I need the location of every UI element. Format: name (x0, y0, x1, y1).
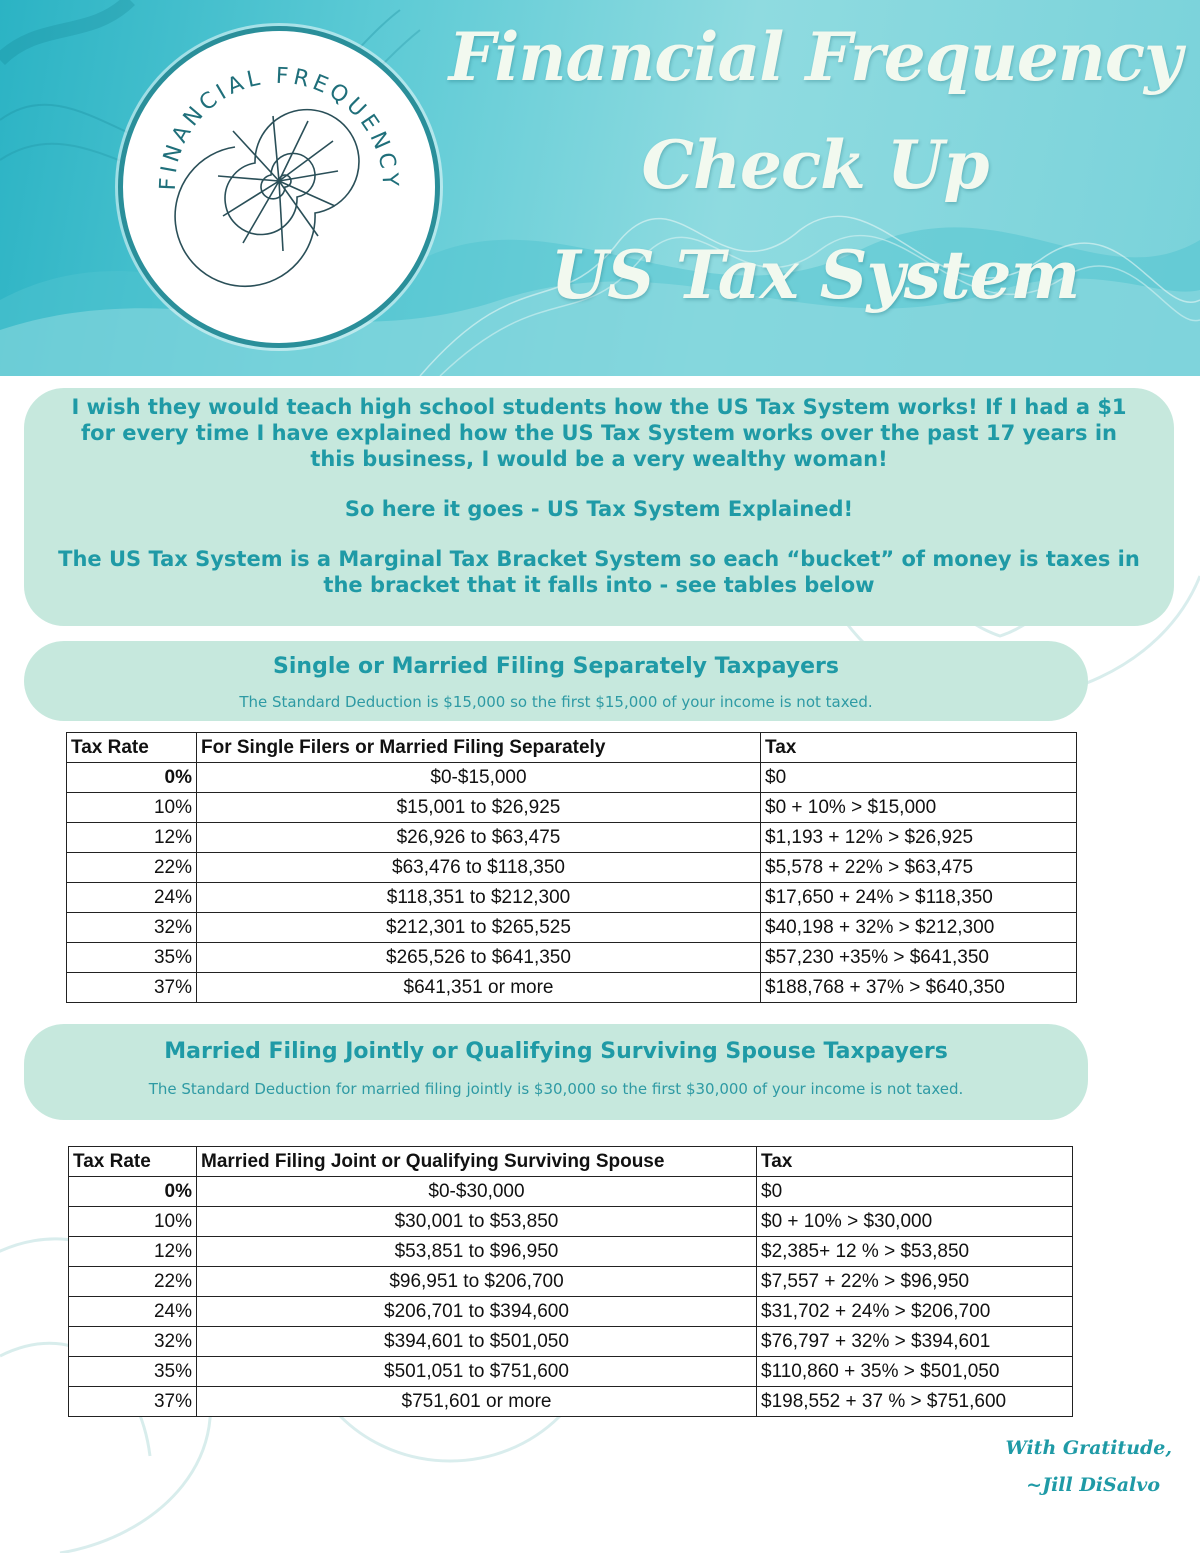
intro-paragraph-2: So here it goes - US Tax System Explained! (344, 497, 854, 521)
tax-rate-cell: 37% (69, 1387, 197, 1417)
tax-formula-cell: $0 (761, 763, 1077, 793)
tax-formula-cell: $76,797 + 32% > $394,601 (757, 1327, 1073, 1357)
column-header: For Single Filers or Married Filing Separately (197, 733, 761, 763)
table-row (67, 793, 1077, 823)
tax-rate-cell: 32% (67, 913, 197, 943)
income-range-cell: $26,926 to $63,475 (197, 823, 761, 853)
signoff-greeting: With Gratitude, (1005, 1437, 1172, 1459)
tax-formula-cell: $0 + 10% > $30,000 (757, 1207, 1073, 1237)
tax-formula-cell: $188,768 + 37% > $640,350 (761, 973, 1077, 1003)
title-line-1: Financial Frequency (448, 18, 1182, 96)
section1-heading (24, 641, 1088, 721)
column-header: Tax Rate (67, 733, 197, 763)
income-range-cell: $641,351 or more (197, 973, 761, 1003)
table-row (67, 883, 1077, 913)
column-header: Tax (761, 733, 1077, 763)
column-header: Tax (757, 1147, 1073, 1177)
tax-rate-cell: 0% (69, 1177, 197, 1207)
table-header-row (69, 1147, 1073, 1177)
income-range-cell: $30,001 to $53,850 (197, 1207, 757, 1237)
income-range-cell: $118,351 to $212,300 (197, 883, 761, 913)
table-row (69, 1237, 1073, 1267)
tax-formula-cell: $2,385+ 12 % > $53,850 (757, 1237, 1073, 1267)
section2-title: Married Filing Jointly or Qualifying Surviving Spouse Taxpayers (164, 1039, 948, 1064)
logo-text: FINANCIAL FREQUENCY (155, 63, 403, 191)
income-range-cell: $0-$15,000 (197, 763, 761, 793)
tax-rate-cell: 24% (67, 883, 197, 913)
income-range-cell: $265,526 to $641,350 (197, 943, 761, 973)
table-row (67, 823, 1077, 853)
title-line-2: Check Up (641, 126, 989, 204)
tax-rate-cell: 22% (67, 853, 197, 883)
table-row (69, 1387, 1073, 1417)
section1-title: Single or Married Filing Separately Taxpayers (273, 654, 839, 679)
tax-rate-cell: 24% (69, 1297, 197, 1327)
tax-formula-cell: $110,860 + 35% > $501,050 (757, 1357, 1073, 1387)
tax-formula-cell: $1,193 + 12% > $26,925 (761, 823, 1077, 853)
income-range-cell: $394,601 to $501,050 (197, 1327, 757, 1357)
table-row (67, 943, 1077, 973)
tax-rate-cell: 35% (69, 1357, 197, 1387)
tax-formula-cell: $57,230 +35% > $641,350 (761, 943, 1077, 973)
section1-subtitle: The Standard Deduction is $15,000 so the first $15,000 of your income is not taxed. (239, 693, 873, 711)
table-row (67, 913, 1077, 943)
tax-rate-cell: 32% (69, 1327, 197, 1357)
tax-rate-cell: 10% (69, 1207, 197, 1237)
signoff-name: ~Jill DiSalvo (1026, 1474, 1160, 1496)
table-row (67, 973, 1077, 1003)
tax-formula-cell: $198,552 + 37 % > $751,600 (757, 1387, 1073, 1417)
tax-formula-cell: $40,198 + 32% > $212,300 (761, 913, 1077, 943)
income-range-cell: $53,851 to $96,950 (197, 1237, 757, 1267)
tax-formula-cell: $0 (757, 1177, 1073, 1207)
logo (118, 26, 440, 348)
tax-rate-cell: 10% (67, 793, 197, 823)
income-range-cell: $96,951 to $206,700 (197, 1267, 757, 1297)
section2-table (68, 1146, 1073, 1417)
table-row (69, 1207, 1073, 1237)
svg-text:FINANCIAL FREQUENCY (156, 64, 403, 191)
title-line-3: US Tax System (550, 236, 1080, 314)
tax-rate-cell: 35% (67, 943, 197, 973)
income-range-cell: $501,051 to $751,600 (197, 1357, 757, 1387)
income-range-cell: $15,001 to $26,925 (197, 793, 761, 823)
table-row (69, 1357, 1073, 1387)
income-range-cell: $0-$30,000 (197, 1177, 757, 1207)
tax-formula-cell: $5,578 + 22% > $63,475 (761, 853, 1077, 883)
intro-paragraph-1: I wish they would teach high school students how the US Tax System works! If I had a $1 for every time I have explained how the US Tax System works over the past 17 years in this business, I would be a very wealthy woman! (71, 395, 1127, 471)
table-row (69, 1327, 1073, 1357)
income-range-cell: $212,301 to $265,525 (197, 913, 761, 943)
intro-paragraph-3: The US Tax System is a Marginal Tax Bracket System so each “bucket” of money is taxes in the bracket that it falls into - see tables below (58, 547, 1140, 597)
tax-rate-cell: 0% (67, 763, 197, 793)
tax-rate-cell: 22% (69, 1267, 197, 1297)
intro-box (24, 388, 1174, 626)
column-header: Married Filing Joint or Qualifying Surviving Spouse (197, 1147, 757, 1177)
table-row (69, 1297, 1073, 1327)
table-row (67, 853, 1077, 883)
tax-formula-cell: $0 + 10% > $15,000 (761, 793, 1077, 823)
column-header: Tax Rate (69, 1147, 197, 1177)
income-range-cell: $206,701 to $394,600 (197, 1297, 757, 1327)
income-range-cell: $751,601 or more (197, 1387, 757, 1417)
table-row (67, 763, 1077, 793)
tax-rate-cell: 12% (69, 1237, 197, 1267)
tax-rate-cell: 12% (67, 823, 197, 853)
tax-formula-cell: $17,650 + 24% > $118,350 (761, 883, 1077, 913)
nautilus-shell-icon (175, 110, 359, 287)
tax-formula-cell: $7,557 + 22% > $96,950 (757, 1267, 1073, 1297)
header-banner (0, 0, 1200, 376)
table-row (69, 1267, 1073, 1297)
income-range-cell: $63,476 to $118,350 (197, 853, 761, 883)
table-header-row (67, 733, 1077, 763)
tax-rate-cell: 37% (67, 973, 197, 1003)
tax-formula-cell: $31,702 + 24% > $206,700 (757, 1297, 1073, 1327)
section2-heading (24, 1024, 1088, 1120)
table-row (69, 1177, 1073, 1207)
section1-table (66, 732, 1077, 1003)
section2-subtitle: The Standard Deduction for married filing jointly is $30,000 so the first $30,000 of your income is not taxed. (148, 1080, 964, 1098)
